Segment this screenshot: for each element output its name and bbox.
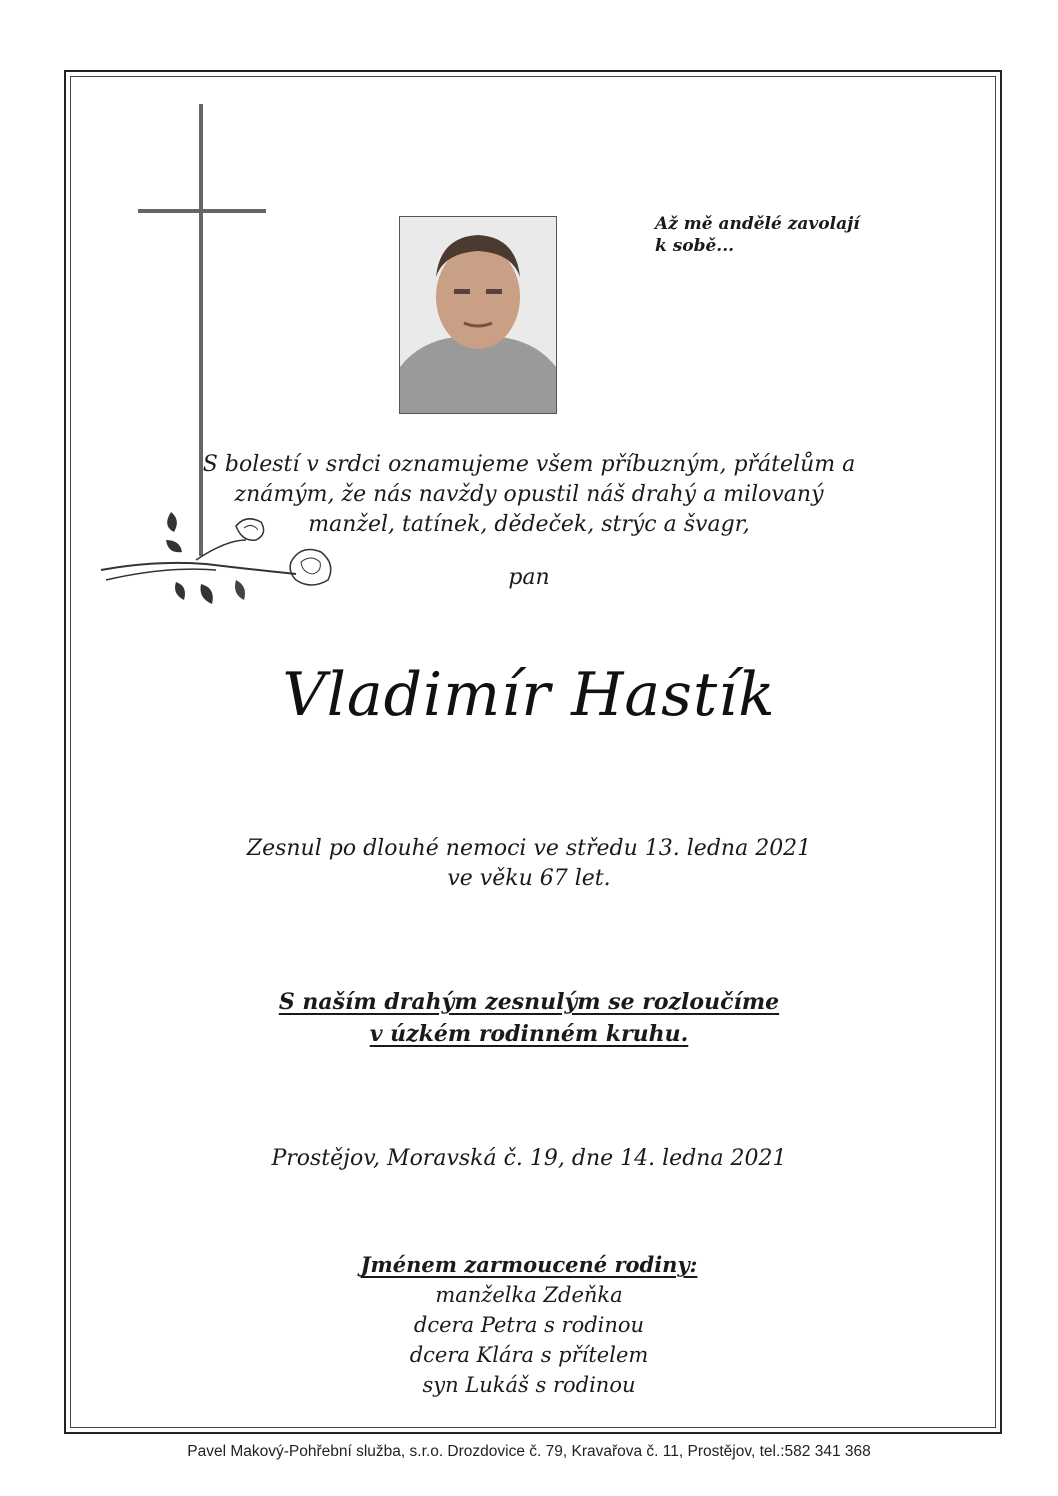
family-member: dcera Petra s rodinou bbox=[413, 1313, 645, 1337]
family-heading: Jménem zarmoucené rodiny: bbox=[360, 1252, 698, 1277]
motto-line: k sobě... bbox=[655, 236, 735, 256]
portrait-photo bbox=[399, 216, 557, 414]
family-list bbox=[0, 1250, 1058, 1400]
footer-funeral-service: Pavel Makový-Pohřební služba, s.r.o. Drozdovice č. 79, Kravařova č. 11, Prostějov, tel.:582 341 368 bbox=[187, 1443, 871, 1460]
farewell-line: S naším drahým zesnulým se rozloučíme bbox=[278, 989, 780, 1015]
death-info-line: ve věku 67 let. bbox=[447, 866, 611, 891]
family-member: dcera Klára s přítelem bbox=[409, 1343, 649, 1367]
motto-line: Až mě andělé zavolají bbox=[655, 214, 860, 234]
family-member: manželka Zdeňka bbox=[435, 1283, 623, 1307]
honorific: pan bbox=[508, 565, 550, 590]
motto-quote bbox=[655, 213, 895, 257]
announcement-text bbox=[0, 450, 1058, 540]
cross-bar bbox=[138, 209, 266, 213]
place-date: Prostějov, Moravská č. 19, dne 14. ledna 2021 bbox=[271, 1146, 787, 1171]
announcement-line: S bolestí v srdci oznamujeme všem příbuzným, přátelům a bbox=[202, 452, 856, 477]
farewell-notice bbox=[0, 986, 1058, 1050]
death-info bbox=[0, 834, 1058, 894]
announcement-line: známým, že nás navždy opustil náš drahý a milovaný bbox=[234, 482, 824, 507]
family-member: syn Lukáš s rodinou bbox=[422, 1373, 636, 1397]
deceased-name: Vladimír Hastík bbox=[282, 660, 776, 730]
death-info-line: Zesnul po dlouhé nemoci ve středu 13. ledna 2021 bbox=[246, 836, 812, 861]
farewell-line: v úzkém rodinném kruhu. bbox=[369, 1021, 689, 1047]
announcement-line: manžel, tatínek, dědeček, strýc a švagr, bbox=[308, 512, 750, 537]
